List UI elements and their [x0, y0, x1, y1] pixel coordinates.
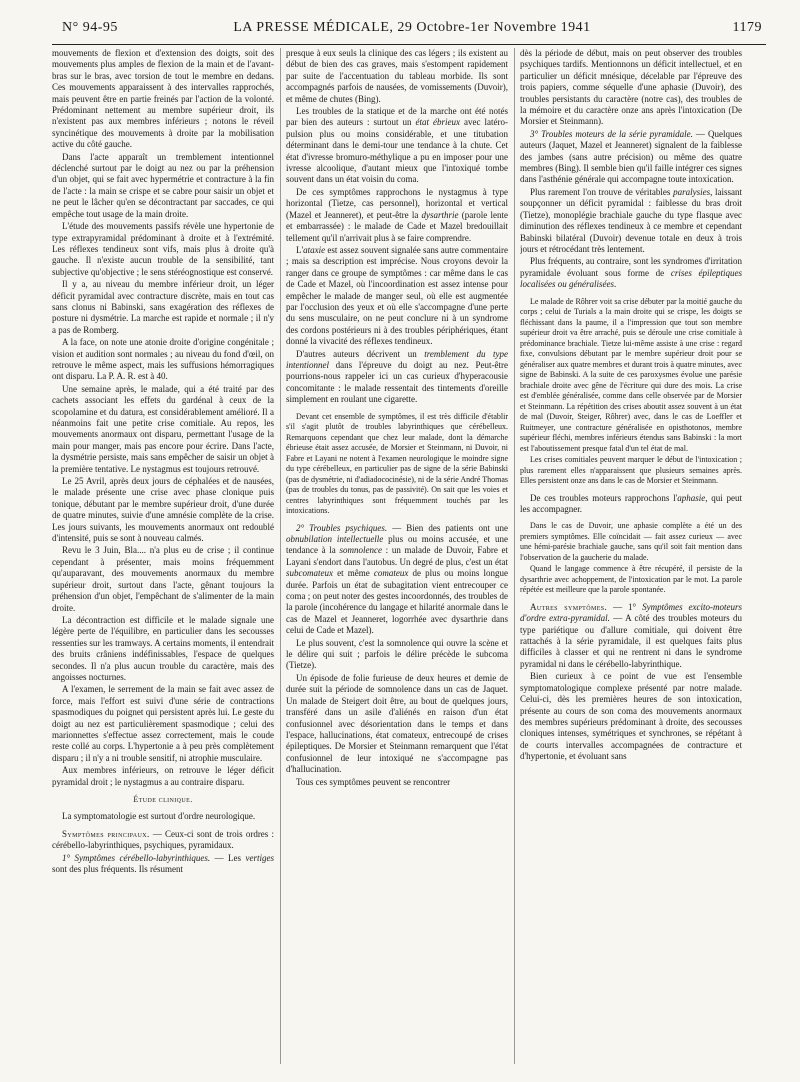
- paragraph: [286, 106, 508, 186]
- text-run: — Bien des patients ont une: [387, 522, 508, 533]
- paragraph: [520, 256, 742, 290]
- text-run: sont des plus fréquents. Ils résument: [52, 864, 183, 875]
- paragraph: Le 25 Avril, après deux jours de céphalées et de nausées, le malade présente une crise avec phase clonique puis tonique, débutant par le membre supérieur droit, d'une durée de quatre minutes, suivie d'une amnésie complète de la crise. Les jours suivants, les mouvements anormaux ont redoublé d'intensité, puis se sont à nouveau calmés.: [52, 476, 274, 544]
- text-run: avec latéro-pulsion plus ou moins considérable, et une titubation déterminant dans le demi-tour une tendance à la chute. Cet état d'ivresse bromuro-méthylique a pu en imposer pour une ivresse alcoolique, d'autant mieux que l'intoxiqué tombe souvent dans un état voisin du coma.: [286, 117, 508, 185]
- italic-term: crises épileptiques localisées ou généralisées: [520, 267, 742, 290]
- italic-term: obnubilation intellectuelle: [286, 534, 384, 544]
- italic-term: somnolence: [339, 545, 382, 556]
- text-run: de plus ou moins longue durée. Parfois un état de subagitation vient entrecouper ce coma ; on peut noter des gestes incoordonnés, des troubles de la parole (incohérence du langage et hilarité anormale dans le cas de Mazel et Jeanneret, logorrhée avec dysarthrie dans celui de Cade et Mazel).: [286, 568, 508, 636]
- text-run: — Les: [210, 852, 246, 863]
- italic-term: comateux: [373, 568, 409, 579]
- italic-term: dysarthrie: [421, 209, 459, 220]
- italic-term: aphasie: [677, 492, 706, 503]
- paragraph: mouvements de flexion et d'extension des doigts, soit des mouvements plus amples de flexion de la main et de l'avant-bras sur le bras, avec torsion de tout le membre en dedans. Ces mouvements apparaissent à des intervalles rapprochés, mais peuvent être en partie freinés par l'action de la volonté. Prédominant nettement au membre supérieur droit, ils n'existent pas aux membres inférieurs ; notons le réveil syncinétique des mouvements à droite par la mobilisation active du côté gauche.: [52, 48, 274, 150]
- paragraph: [520, 187, 742, 255]
- text-run: , qui peut les accompagner.: [520, 492, 742, 514]
- text-run: — 1°: [607, 601, 643, 612]
- text-run: (parole lente et embarrassée) : le malade de Cade et Mazel bredouillait tellement qu'il n'arrivait plus à se faire comprendre.: [286, 209, 508, 243]
- journal-title: LA PRESSE MÉDICALE, 29 Octobre-1er Novembre 1941: [233, 20, 591, 35]
- text-run: Les troubles de la statique et de la marche ont été notés par bien des auteurs : surtout un: [286, 106, 508, 128]
- paragraph: Aux membres inférieurs, on retrouve le léger déficit pyramidal droit ; le nystagmus a au contraire disparu.: [52, 765, 274, 787]
- paragraph-small: Le malade de Rôhrer voit sa crise débuter par la moitié gauche du corps ; celui de Turials a la main droite qui se crispe, les doigts se fléchissant dans la paume, il a l'impression que tout son membre supérieur droit va être arraché, puis se déroule une crise comitiale à prédominance brachiale. Tietze lui-même assiste à une crise : regard fixe, convulsions débutant par le membre supérieur droit pour se généraliser aux quatre membres et durant trois à quatre minutes, avec signe de Babinski. A la suite de ces paroxysmes évolue une parésie brachiale droite avec gêne de l'écriture qui dure des mois. La crise est d'emblée généralisée, comme dans celle observée par de Morsier et Steinmann. La répétition des crises aboutit assez souvent à un état de mal (Duvoir, Steiger, Rôhrer) avec, dans le cas de Loeffler et Ruitmeyer, une contracture généralisée en opisthotonos, membre supérieur fléchi, membres inférieurs étendus sans Babinski : la mort est l'aboutissement presque fatal d'un tel état de mal.: [520, 296, 742, 453]
- run-in-heading: 1° Symptômes cérébello-labyrinthiques.: [62, 852, 211, 863]
- paragraph: [520, 493, 742, 516]
- section-heading: Étude clinique.: [133, 795, 193, 804]
- paragraph: Il y a, au niveau du membre inférieur droit, un léger déficit pyramidal avec contracture discrète, mais en tout cas sans clonus ni Babinski, sans exagération des réflexes de posture ni dysmétrie. La marche est rapide et normale ; il n'y a pas de Romberg.: [52, 279, 274, 335]
- italic-term: Symptômes excito-moteurs d'ordre extra-pyramidal.: [520, 601, 742, 624]
- paragraph: [52, 853, 274, 876]
- column-divider-1: [280, 48, 281, 1064]
- text-run: est assez souvent signalée sans autre commentaire ; mais sa description est imprécise. Nous croyons devoir la ranger dans ce groupe de symptômes : car même dans le cas de Cade et Mazel, où l'incoordination est assez intense pour empêcher le malade de manger seul, où elle est augmentée par l'occlusion des yeux et où elle s'accompagne d'une perte du sens musculaire, on ne peut conclure ni à un syndrome des cordons postérieurs ni à des troubles périphériques, étant donné la vivacité des réflexes tendineux.: [286, 244, 508, 347]
- paragraph: presque à eux seuls la clinique des cas légers ; ils existent au début de bien des cas graves, mais s'estompent rapidement par suite de l'accentuation du tableau morbide. Ils sont accompagnés parfois de nausées, de vomissements (Duvoir), et même de chutes (Bing).: [286, 48, 508, 104]
- text-run: D'autres auteurs décrivent un: [296, 348, 425, 359]
- paragraph-small: Dans le cas de Duvoir, une aphasie complète a été un des premiers symptômes. Elle coïncidait — fait assez curieux — avec une hémi-parésie brachiale gauche, sans qu'il soit fait mention dans l'observation de la gaucherie du malade.: [520, 521, 742, 562]
- paragraph: dès la période de début, mais on peut observer des troubles psychiques tardifs. Mentionnons un déficit intellectuel, et en particulier un déficit mnésique, décelable par l'épreuve des trois papiers, comme séquelle d'une aphasie (Duvoir), des troubles persistants du caractère (notre cas), des troubles de la mémoire et du caractère onze ans après l'intoxication (De Morsier et Steinmann).: [520, 48, 742, 127]
- text-run: .: [613, 279, 617, 290]
- column-3: [520, 48, 742, 1072]
- text-run: De ces troubles moteurs rapprochons l': [530, 492, 678, 503]
- text-run: , laissant soupçonner un déficit pyramidal : faiblesse du bras droit (Tietze), monoplégie brachiale gauche du type flasque avec diminution des réflexes tendineux à ce membre et cependant Babinski bilatéral (Duvoir) devenue totale en deux à trois jours et rétrocédant très lentement.: [520, 186, 742, 254]
- page-number: 1179: [732, 20, 762, 35]
- run-in-heading: Autres symptômes.: [530, 601, 608, 612]
- text-run: L': [296, 244, 304, 255]
- paragraph: La décontraction est difficile et le malade signale une légère perte de l'équilibre, en particulier dans les secousses ressenties sur les tramways. A certains moments, il entendrait des bruits crâniens indéfinissables, l'espace de quelques secondes. Il n'a plus aucun trouble du caractère, mais des angoisses nocturnes.: [52, 614, 274, 682]
- text-run: dans l'épreuve du doigt au nez. Peut-être pourrions-nous rappeler ici un cas curieux d'hyperacousie concomitante : le malade ressentait des tintements d'oreille simplement en roulant une cigarette.: [286, 359, 508, 405]
- running-header: [62, 20, 762, 40]
- paragraph: [286, 187, 508, 244]
- paragraph: Une semaine après, le malade, qui a été traité par des cachets associant les effets du gardénal à ceux de la scopolamine et du datura, est considérablement amélioré. Il a néanmoins fait une petite crise comitiale. Au repos, les mouvements anormaux ont disparu, permettant l'usage de la main pour manger, mais pas encore pour écrire. Dans l'acte, la dysmétrie persiste, mais sans empêcher de saisir un objet à la première tentative. Le nystagmus est toujours retrouvé.: [52, 383, 274, 474]
- italic-term: ataxie: [303, 244, 326, 255]
- text-run: De ces symptômes rapprochons le nystagmus à type horizontal (Tietze, cas personnel), horizontal et vertical (Mazel et Jeanneret), et peut-être la: [286, 186, 508, 220]
- column-divider-2: [514, 48, 515, 1064]
- run-in-heading: Symptômes principaux.: [62, 828, 150, 839]
- paragraph: Le plus souvent, c'est la somnolence qui ouvre la scène et le délire qui suit ; parfois le délire précède le subcoma (Tietze).: [286, 637, 508, 671]
- text-run: — Ceux-ci sont de trois ordres : cérébello-labyrinthiques, psychiques, pyramidaux.: [52, 828, 274, 851]
- text-run: : un malade de Duvoir, Fabre et Layani s'endort dans l'autobus. Un degré de plus, c'est un état: [286, 545, 508, 567]
- paragraph: A la face, on note une atonie droite d'origine congénitale ; vision et audition sont normales ; au niveau du fond d'œil, on retrouve le même aspect, mais les suffusions hémorragiques ont disparu. La P. A. R. est à 40.: [52, 337, 274, 382]
- text-run: — A côté des troubles moteurs du type pariétique ou d'allure comitiale, qui doivent être rattachés à la série pyramidale, il est quelques faits plus difficiles à classer et qui ne rentrent ni dans le syndrome pyramidal ni dans le cérébello-labyrinthique.: [520, 613, 742, 669]
- paragraph-small: Devant cet ensemble de symptômes, il est très difficile d'établir s'il s'agit plutôt de troubles labyrinthiques que cérébelleux. Remarquons cependant que chez leur malade, dont la démarche ébrieuse était assez accusée, de Morsier et Steinmann, ni Duvoir, ni Fabre et Layani ne notent à l'examen neurologique le moindre signe du type cérébelleux, en particulier pas de signe de la série Babinski (pas de dysmétrie, ni d'adiadococinésie), ni de la série André Thomas (pas de troubles du tonus, pas de passivité). On sait que les voies et centres labyrinthiques sont fréquemment touchés par les intoxications.: [286, 411, 508, 516]
- text-run: et même: [333, 568, 374, 579]
- paragraph: Dans l'acte apparaît un tremblement intentionnel déclenché surtout par le doigt au nez ou par la préhension d'un objet, qui se fait avec hypermétrie et contracture à la fin de l'acte : la main se crispe et se cabre pour saisir un objet et ne peut le lâcher qu'en se décontractant par saccades, ce qui empêche tout usage de la main droite.: [52, 151, 274, 219]
- run-in-heading: 2° Troubles psychiques.: [296, 522, 388, 533]
- paragraph: Un épisode de folie furieuse de deux heures et demie de durée suit la période de somnolence dans un cas de Jaquet. Un malade de Steigert doit être, au bout de quelques jours, transféré dans un asile d'aliénés en raison d'un état confusionnel avec désorientation dans le temps et dans l'espace, hallucinations, état comateux, entrecoupé de crises épileptiques. De Morsier et Steinmann remarquent que l'état confusionnel de leur intoxiqué ne s'accompagne pas d'hallucination.: [286, 672, 508, 775]
- text-run: — Quelques auteurs (Jaquet, Mazel et Jeanneret) signalent de la faiblesse des jambes (sans autre précision) ou même des quatre membres (Bing). Il semble bien qu'il faille intégrer ces signes dans l'asthénie générale qui accompagne toute intoxication.: [520, 128, 742, 185]
- italic-term: tremblement du type intentionnel: [286, 348, 508, 370]
- paragraph: [286, 245, 508, 348]
- paragraph: [520, 602, 742, 670]
- paragraph: A l'examen, le serrement de la main se fait avec assez de force, mais l'effort est suivi d'une série de contractions spasmodiques du poignet qui persistent après lui. Le geste du doigt au nez est particulièrement spasmodique ; celui des marionnettes s'effectue assez correctement, mais le coude reste collé au corps. L'hypertonie a à peu près complètement disparu ; il n'y a ni trouble sensitif, ni atrophie musculaire.: [52, 684, 274, 763]
- text-run: plus ou moins accusée, et une tendance à la: [286, 534, 508, 556]
- paragraph: Revu le 3 Juin, Bla.... n'a plus eu de crise ; il continue cependant à présenter, mais moins fréquemment qu'auparavant, des mouvements anormaux du membre supérieur droit, surtout dans l'acte, gênant toujours la préhension d'un objet, l'empêchant de s'alimenter de la main droite.: [52, 545, 274, 613]
- paragraph: L'étude des mouvements passifs révèle une hypertonie de type extrapyramidal prédominant à droite et à l'extrémité. Les réflexes tendineux sont vifs, mais plus à droite qu'à gauche. Il n'existe aucun trouble de la sensibilité, tant subjective qu'objective ; le sens stéréognostique est conservé.: [52, 221, 274, 277]
- paragraph: Tous ces symptômes peuvent se rencontrer: [296, 776, 451, 787]
- text-run: Plus rarement l'on trouve de véritables: [530, 186, 674, 197]
- paragraph-small: Quand le langage commence à être récupéré, il persiste de la dysarthrie avec achoppement, de l'intoxication par le mot. La parole répétée est meilleure que la parole spontanée.: [520, 564, 742, 595]
- italic-term: état ébrieux: [415, 117, 461, 128]
- paragraph-small: Les crises comitiales peuvent marquer le début de l'intoxication ; plus rarement elles n'apparaissent que plusieurs semaines après. Elles persistent onze ans dans le cas de Morsier et Steinmann.: [520, 455, 742, 486]
- issue-number: N° 94-95: [62, 20, 118, 35]
- paragraph: [520, 129, 742, 186]
- italic-term: paralysies: [673, 186, 711, 197]
- italic-term: subcomateux: [286, 568, 333, 579]
- paragraph: [286, 349, 508, 406]
- paragraph: Bien curieux à ce point de vue est l'ensemble symptomatologique complexe présenté par notre malade. Celui-ci, dès les premières heures de son intoxication, présente au cours de son coma des mouvements anormaux des membres supérieurs prédominant à droite, des secousses cloniques intenses, symétriques et synchrones, se répétant à de courts intervalles accompagnées de contracture et d'hypertonie, et évoluant sans: [520, 671, 742, 762]
- italic-term: vertiges: [245, 852, 274, 863]
- header-rule: [52, 44, 766, 45]
- column-2: [286, 48, 508, 1072]
- paragraph: [52, 829, 274, 852]
- paragraph: [286, 523, 508, 637]
- paragraph: La symptomatologie est surtout d'ordre neurologique.: [62, 811, 256, 822]
- column-1: [52, 48, 274, 1072]
- run-in-heading: 3° Troubles moteurs de la série pyramidale.: [530, 128, 693, 139]
- text-run: Plus fréquents, au contraire, sont les syndromes d'irritation pyramidale évoluant sous forme de: [520, 256, 742, 278]
